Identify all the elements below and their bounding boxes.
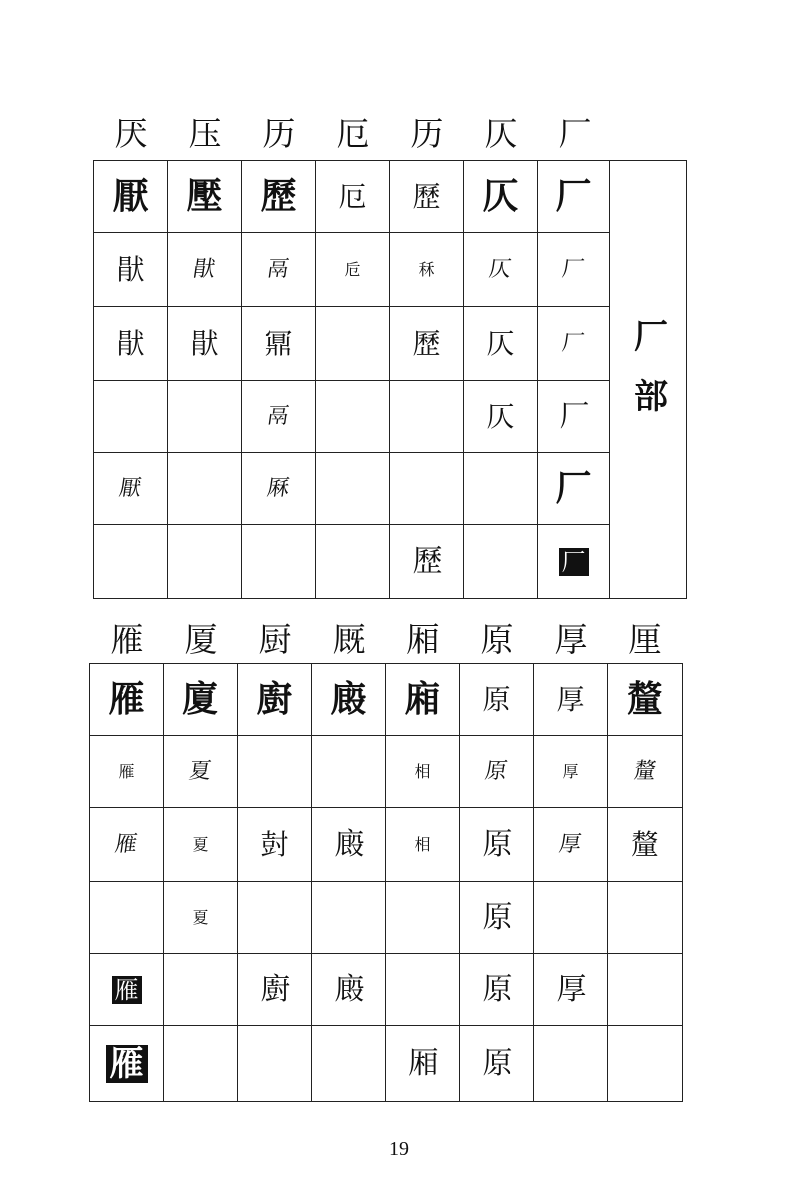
glyph-cell — [316, 453, 390, 525]
glyph: 雁 — [112, 976, 142, 1004]
glyph-cell — [538, 233, 610, 307]
glyph-cell — [608, 882, 683, 954]
glyph-cell — [242, 453, 316, 525]
glyph-cell — [90, 664, 164, 736]
glyph-cell — [312, 954, 386, 1026]
glyph: 壓 — [186, 175, 223, 217]
glyph-cell — [534, 808, 608, 882]
glyph: 仄 — [487, 256, 514, 282]
glyph-cell — [460, 736, 534, 808]
glyph-cell — [534, 1026, 608, 1102]
glyph: 鼏 — [264, 326, 293, 360]
glyph-cell — [242, 161, 316, 233]
glyph: 仄 — [482, 175, 519, 217]
glyph-cell — [90, 1026, 164, 1102]
glyph-cell — [608, 1026, 683, 1102]
glyph-cell — [168, 525, 242, 599]
glyph: 厂 — [559, 398, 588, 434]
glyph: 尌 — [260, 827, 289, 861]
glyph: 歷 — [260, 175, 297, 217]
glyph-cell — [94, 307, 168, 381]
glyph-cell — [164, 882, 238, 954]
glyph-cell — [386, 664, 460, 736]
glyph-cell — [94, 525, 168, 599]
glyph-cell — [168, 453, 242, 525]
glyph-cell — [238, 1026, 312, 1102]
glyph-cell — [164, 1026, 238, 1102]
bottom-header-6: 原 — [480, 620, 514, 659]
glyph: 猒 — [116, 252, 145, 286]
glyph-cell — [316, 161, 390, 233]
glyph-cell — [390, 233, 464, 307]
glyph-cell — [238, 808, 312, 882]
glyph: 釐 — [630, 827, 659, 861]
glyph: 雁 — [108, 678, 145, 720]
glyph-cell — [164, 808, 238, 882]
glyph: 猒 — [191, 256, 218, 282]
glyph-cell — [316, 233, 390, 307]
glyph-cell — [386, 954, 460, 1026]
glyph-cell — [538, 525, 610, 599]
glyph-cell — [242, 307, 316, 381]
glyph: 厂 — [560, 330, 587, 356]
glyph: 猒 — [116, 326, 145, 360]
glyph-cell — [242, 381, 316, 453]
glyph: 原 — [482, 826, 511, 862]
glyph: 原 — [482, 682, 511, 716]
glyph-cell — [538, 381, 610, 453]
glyph-cell — [464, 381, 538, 453]
glyph: 厂 — [559, 548, 589, 576]
glyph-cell — [164, 664, 238, 736]
bottom-header-2: 厦 — [184, 620, 218, 659]
glyph: 相 — [414, 835, 431, 854]
bottom-header-3: 厨 — [258, 620, 292, 659]
glyph-cell — [386, 736, 460, 808]
glyph: 夏 — [192, 835, 209, 854]
glyph: 原 — [483, 758, 510, 784]
glyph-cell — [164, 954, 238, 1026]
bottom-headers — [90, 620, 682, 660]
top-header-3: 历 — [262, 114, 296, 153]
glyph-cell — [242, 233, 316, 307]
glyph-cell — [390, 381, 464, 453]
glyph-cell — [94, 161, 168, 233]
glyph: 廚 — [256, 678, 293, 720]
glyph-cell — [460, 1026, 534, 1102]
glyph: 歷 — [412, 179, 441, 213]
glyph: 厢 — [408, 1045, 437, 1081]
glyph-cell — [460, 882, 534, 954]
page-number: 19 — [389, 1138, 409, 1160]
glyph-cell — [464, 525, 538, 599]
glyph-cell — [538, 453, 610, 525]
glyph: 仄 — [486, 399, 515, 433]
glyph: 雁 — [106, 1045, 148, 1083]
glyph: 厂 — [560, 256, 587, 282]
glyph: 猒 — [190, 326, 219, 360]
glyph-cell — [164, 736, 238, 808]
glyph-cell — [312, 808, 386, 882]
glyph-cell — [386, 808, 460, 882]
glyph-cell — [464, 453, 538, 525]
top-header-5: 历 — [410, 114, 444, 153]
bottom-header-7: 厚 — [554, 620, 588, 659]
glyph: 廄 — [334, 971, 363, 1007]
glyph-cell — [238, 736, 312, 808]
glyph: 廄 — [330, 678, 367, 720]
glyph: 鬲 — [265, 256, 292, 282]
top-glyph-table — [93, 160, 687, 599]
glyph-cell — [534, 664, 608, 736]
top-header-2: 压 — [188, 114, 222, 153]
glyph: 釐 — [626, 678, 663, 720]
glyph: 厚 — [562, 762, 579, 781]
glyph-cell — [390, 525, 464, 599]
glyph-cell — [386, 882, 460, 954]
glyph: 原 — [482, 971, 511, 1007]
glyph-cell — [312, 1026, 386, 1102]
glyph: 廄 — [334, 826, 363, 862]
glyph-cell — [316, 381, 390, 453]
glyph: 歷 — [412, 326, 441, 360]
glyph: 厤 — [265, 475, 292, 501]
glyph-cell — [608, 808, 683, 882]
glyph-cell — [90, 954, 164, 1026]
glyph: 雁 — [118, 762, 135, 781]
glyph-cell — [316, 525, 390, 599]
glyph-cell — [168, 161, 242, 233]
glyph: 原 — [482, 1045, 511, 1081]
glyph-cell — [94, 233, 168, 307]
glyph-cell — [168, 233, 242, 307]
radical-cell — [610, 161, 687, 599]
glyph-cell — [538, 307, 610, 381]
glyph-cell — [460, 664, 534, 736]
bottom-header-5: 厢 — [406, 620, 440, 659]
glyph-cell — [390, 161, 464, 233]
glyph-cell — [464, 161, 538, 233]
top-header-7: 厂 — [558, 114, 592, 153]
glyph-cell — [534, 882, 608, 954]
bottom-header-4: 厩 — [332, 620, 366, 659]
glyph-cell — [464, 233, 538, 307]
glyph-cell — [312, 664, 386, 736]
glyph-cell — [608, 664, 683, 736]
glyph: 夏 — [192, 908, 209, 927]
glyph: 廚 — [260, 971, 289, 1007]
top-headers — [94, 114, 612, 154]
glyph-cell — [534, 954, 608, 1026]
glyph-cell — [90, 736, 164, 808]
glyph-cell — [90, 882, 164, 954]
glyph: 秝 — [418, 260, 435, 279]
glyph: 厚 — [556, 682, 585, 716]
glyph-cell — [242, 525, 316, 599]
radical-label: 厂部 — [627, 317, 668, 438]
glyph-cell — [90, 808, 164, 882]
glyph: 釐 — [632, 758, 658, 784]
top-header-6: 仄 — [484, 114, 518, 153]
top-header-1: 厌 — [114, 114, 148, 153]
glyph-cell — [312, 736, 386, 808]
glyph-cell — [608, 736, 683, 808]
glyph-cell — [168, 381, 242, 453]
glyph-cell — [464, 307, 538, 381]
glyph: 雁 — [113, 831, 140, 857]
glyph: 夏 — [187, 758, 214, 784]
glyph: 厂 — [555, 467, 592, 509]
glyph-cell — [390, 307, 464, 381]
glyph-cell — [94, 381, 168, 453]
glyph: 厄 — [338, 179, 367, 213]
glyph-cell — [238, 954, 312, 1026]
glyph: 厭 — [112, 175, 149, 217]
glyph-cell — [608, 954, 683, 1026]
glyph-cell — [460, 954, 534, 1026]
glyph: 厂 — [555, 175, 592, 217]
glyph: 歷 — [412, 543, 441, 579]
glyph-cell — [168, 307, 242, 381]
glyph: 廈 — [182, 678, 219, 720]
glyph-cell — [316, 307, 390, 381]
glyph-cell — [238, 882, 312, 954]
bottom-glyph-table — [89, 663, 683, 1102]
glyph: 厚 — [556, 971, 585, 1007]
bottom-header-8: 厘 — [628, 620, 662, 659]
glyph: 廂 — [404, 678, 441, 720]
glyph-cell — [534, 736, 608, 808]
glyph-cell — [538, 161, 610, 233]
glyph: 厭 — [117, 475, 144, 501]
glyph: 相 — [414, 762, 431, 781]
glyph-cell — [460, 808, 534, 882]
glyph-cell — [390, 453, 464, 525]
glyph: 仄 — [486, 326, 515, 360]
glyph: 卮 — [344, 260, 361, 279]
glyph: 厚 — [557, 831, 584, 857]
glyph-cell — [94, 453, 168, 525]
top-header-4: 厄 — [336, 114, 370, 153]
glyph-cell — [238, 664, 312, 736]
glyph-cell — [312, 882, 386, 954]
glyph: 鬲 — [265, 403, 292, 429]
glyph: 原 — [482, 899, 511, 935]
glyph-cell — [386, 1026, 460, 1102]
bottom-header-1: 雁 — [110, 620, 144, 659]
